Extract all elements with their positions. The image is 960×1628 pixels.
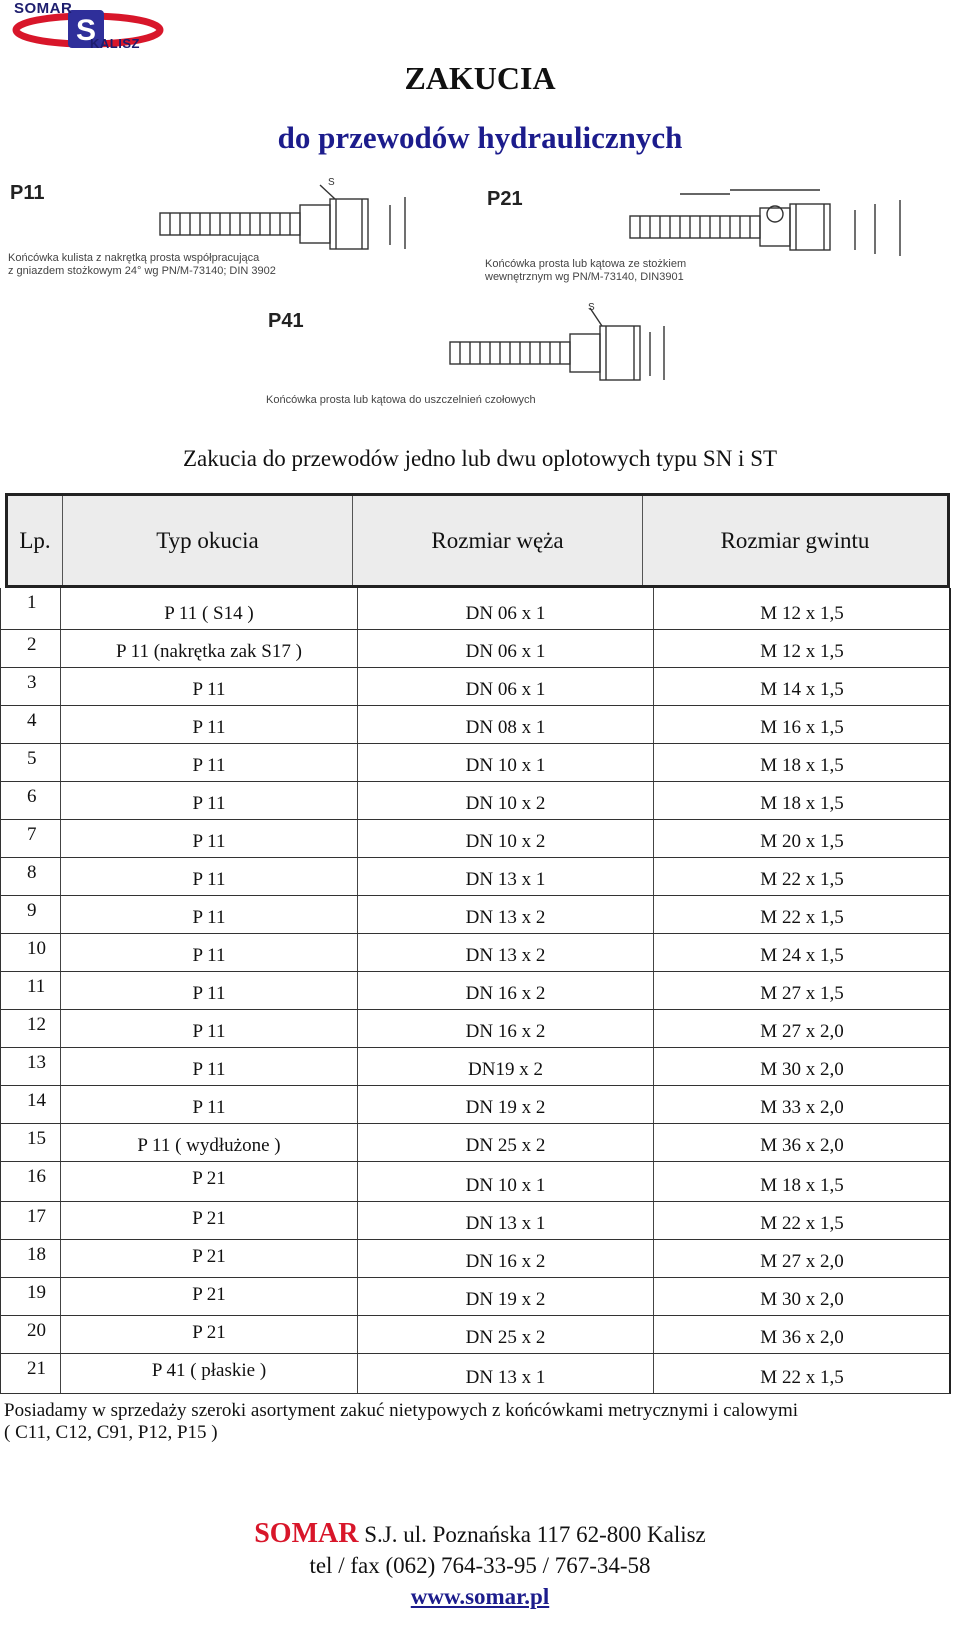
thread-size-cell (654, 1316, 950, 1353)
fitting-type-cell (61, 744, 358, 781)
drawing-p41-caption: Końcówka prosta lub kątowa do uszczelnień czołowych (266, 394, 536, 406)
drawing-p11-code: P11 (10, 182, 45, 204)
hose-size-cell (358, 1202, 654, 1239)
hose-size: DN 06 x 1 (465, 603, 546, 624)
table-row (0, 630, 951, 668)
fitting-type-cell (61, 1048, 358, 1085)
thread-size: M 22 x 1,5 (760, 1213, 844, 1234)
thread-size-cell (654, 1202, 950, 1239)
thread-size-cell (654, 1010, 950, 1047)
fitting-type: P 21 (192, 1322, 226, 1343)
hose-size: DN 16 x 2 (465, 983, 546, 1004)
thread-size-cell (654, 972, 950, 1009)
thread-size: M 22 x 1,5 (760, 907, 844, 928)
fitting-type: P 41 ( płaskie ) (151, 1360, 267, 1381)
hose-size: DN 10 x 1 (465, 1175, 546, 1196)
fitting-type: P 11 (nakrętka zak S17 ) (116, 641, 302, 662)
table-row (0, 1278, 951, 1316)
fitting-type: P 21 (192, 1284, 226, 1305)
fitting-type-cell (61, 588, 358, 629)
fitting-type-cell (61, 1086, 358, 1123)
hose-size-cell (358, 1048, 654, 1085)
table-row (0, 896, 951, 934)
hose-size: DN 13 x 2 (465, 945, 546, 966)
hose-size: DN 13 x 1 (465, 1213, 546, 1234)
hose-size-cell (358, 1240, 654, 1277)
fitting-type: P 11 (192, 755, 226, 776)
header-rozmiar-weza: Rozmiar węża (353, 496, 643, 585)
drawing-p41-code: P41 (268, 310, 304, 332)
row-number: 8 (27, 862, 37, 883)
hose-size: DN 10 x 2 (465, 831, 546, 852)
row-number: 12 (27, 1014, 46, 1035)
fitting-type-cell (61, 1010, 358, 1047)
hose-size-cell (358, 972, 654, 1009)
fitting-type-cell (61, 896, 358, 933)
logo-bottom-text: KALISZ (90, 36, 140, 51)
thread-size: M 30 x 2,0 (760, 1059, 844, 1080)
table-row (0, 1202, 951, 1240)
row-number-cell (1, 706, 61, 743)
hose-size: DN 06 x 1 (465, 641, 546, 662)
fitting-type-cell (61, 1354, 358, 1393)
thread-size: M 24 x 1,5 (760, 945, 844, 966)
fitting-type: P 11 (192, 1097, 226, 1118)
hose-size-cell (358, 1086, 654, 1123)
row-number: 4 (27, 710, 37, 731)
row-number: 20 (27, 1320, 46, 1341)
fitting-type-cell (61, 1316, 358, 1353)
svg-text:S: S (588, 302, 595, 313)
row-number-cell (1, 744, 61, 781)
row-number-cell (1, 668, 61, 705)
thread-size: M 27 x 2,0 (760, 1021, 844, 1042)
thread-size-cell (654, 588, 950, 629)
thread-size-cell (654, 782, 950, 819)
thread-size-cell (654, 668, 950, 705)
row-number: 6 (27, 786, 37, 807)
table-row (0, 588, 951, 630)
thread-size-cell (654, 630, 950, 667)
thread-size: M 12 x 1,5 (760, 603, 844, 624)
thread-size: M 20 x 1,5 (760, 831, 844, 852)
row-number: 1 (27, 592, 37, 613)
row-number: 14 (27, 1090, 46, 1111)
thread-size: M 36 x 2,0 (760, 1135, 844, 1156)
hose-size: DN 10 x 1 (465, 755, 546, 776)
table-row (0, 934, 951, 972)
row-number: 11 (27, 976, 46, 997)
hose-size: DN 25 x 2 (465, 1327, 546, 1348)
row-number-cell (1, 972, 61, 1009)
thread-size: M 18 x 1,5 (760, 1175, 844, 1196)
hose-size-cell (358, 706, 654, 743)
logo-top-text: SOMAR (14, 0, 73, 17)
svg-text:S: S (328, 177, 335, 188)
hose-size-cell (358, 1278, 654, 1315)
thread-size: M 30 x 2,0 (760, 1289, 844, 1310)
row-number: 21 (27, 1358, 46, 1379)
table-caption: Zakucia do przewodów jedno lub dwu oplotowych typu SN i ST (182, 446, 778, 471)
thread-size: M 33 x 2,0 (760, 1097, 844, 1118)
fitting-type-cell (61, 706, 358, 743)
hose-size: DN 13 x 2 (465, 907, 546, 928)
row-number: 3 (27, 672, 37, 693)
thread-size-cell (654, 1240, 950, 1277)
row-number-cell (1, 630, 61, 667)
table-row (0, 1048, 951, 1086)
fitting-p41-drawing (440, 302, 680, 392)
thread-size-cell (654, 1048, 950, 1085)
row-number-cell (1, 1048, 61, 1085)
table-row (0, 1354, 951, 1394)
footer-address: SOMAR S.J. ul. Poznańska 117 62-800 Kalisz (254, 1518, 706, 1549)
fitting-type: P 11 (192, 1059, 226, 1080)
header-rozmiar-gwintu: Rozmiar gwintu (643, 496, 947, 585)
row-number-cell (1, 858, 61, 895)
thread-size-cell (654, 1354, 950, 1393)
header-typ-okucia: Typ okucia (63, 496, 353, 585)
fitting-type-cell (61, 1202, 358, 1239)
thread-size: M 12 x 1,5 (760, 641, 844, 662)
fitting-type: P 11 (192, 717, 226, 738)
thread-size-cell (654, 896, 950, 933)
hose-size-cell (358, 1010, 654, 1047)
table-row (0, 706, 951, 744)
hose-size: DN 08 x 1 (465, 717, 546, 738)
table-row (0, 1240, 951, 1278)
hose-size: DN 13 x 1 (465, 869, 546, 890)
fitting-p21-drawing (620, 180, 930, 270)
page-subtitle: do przewodów hydraulicznych (277, 120, 683, 155)
hose-size: DN 06 x 1 (465, 679, 546, 700)
fitting-type-cell (61, 934, 358, 971)
thread-size-cell (654, 1278, 950, 1315)
thread-size-cell (654, 934, 950, 971)
row-number-cell (1, 1240, 61, 1277)
hose-size-cell (358, 1354, 654, 1393)
thread-size-cell (654, 1162, 950, 1201)
thread-size-cell (654, 1124, 950, 1161)
fitting-type-cell (61, 1278, 358, 1315)
fitting-type: P 21 (192, 1208, 226, 1229)
thread-size: M 16 x 1,5 (760, 717, 844, 738)
svg-text:S: S (75, 14, 97, 47)
hose-size-cell (358, 668, 654, 705)
thread-size-cell (654, 858, 950, 895)
row-number: 18 (27, 1244, 46, 1265)
fitting-type: P 11 ( wydłużone ) (137, 1135, 281, 1156)
thread-size-cell (654, 744, 950, 781)
fitting-type-cell (61, 1240, 358, 1277)
thread-size: M 27 x 2,0 (760, 1251, 844, 1272)
fitting-type-cell (61, 630, 358, 667)
hose-size: DN19 x 2 (468, 1059, 543, 1080)
table-row (0, 1162, 951, 1202)
table-row (0, 1010, 951, 1048)
table-row (0, 668, 951, 706)
fitting-type: P 11 ( S14 ) (164, 603, 254, 624)
hose-size-cell (358, 782, 654, 819)
hose-size: DN 13 x 1 (465, 1367, 546, 1388)
table-row (0, 858, 951, 896)
thread-size: M 18 x 1,5 (760, 755, 844, 776)
table-body (0, 588, 951, 1410)
row-number-cell (1, 1010, 61, 1047)
row-number-cell (1, 782, 61, 819)
row-number-cell (1, 820, 61, 857)
website-link[interactable]: www.somar.pl (410, 1584, 550, 1609)
hose-size: DN 16 x 2 (465, 1251, 546, 1272)
hose-size-cell (358, 588, 654, 629)
fitting-type: P 11 (192, 983, 226, 1004)
row-number-cell (1, 896, 61, 933)
hose-size-cell (358, 1162, 654, 1201)
row-number: 16 (27, 1166, 46, 1187)
hose-size-cell (358, 630, 654, 667)
page-title: ZAKUCIA (404, 60, 556, 96)
table-row (0, 820, 951, 858)
table-header (5, 493, 950, 588)
row-number: 15 (27, 1128, 46, 1149)
hose-size-cell (358, 934, 654, 971)
row-number: 19 (27, 1282, 46, 1303)
drawing-p21-code: P21 (487, 188, 523, 210)
fitting-type: P 11 (192, 907, 226, 928)
row-number: 9 (27, 900, 37, 921)
fitting-type-cell (61, 858, 358, 895)
thread-size-cell (654, 820, 950, 857)
row-number-cell (1, 934, 61, 971)
fitting-type: P 11 (192, 869, 226, 890)
thread-size: M 14 x 1,5 (760, 679, 844, 700)
fitting-type: P 21 (192, 1168, 226, 1189)
row-number: 17 (27, 1206, 46, 1227)
hose-size: DN 19 x 2 (465, 1097, 546, 1118)
row-number-cell (1, 1354, 61, 1393)
hose-size-cell (358, 896, 654, 933)
hose-size-cell (358, 820, 654, 857)
hose-size-cell (358, 1316, 654, 1353)
hose-size: DN 10 x 2 (465, 793, 546, 814)
row-number: 2 (27, 634, 37, 655)
fitting-type: P 21 (192, 1246, 226, 1267)
thread-size: M 27 x 1,5 (760, 983, 844, 1004)
row-number: 5 (27, 748, 37, 769)
row-number-cell (1, 1124, 61, 1161)
drawing-p11-caption: Końcówka kulista z nakrętką prosta współpracująca z gniazdem stożkowym 24° wg PN/M-73140; DIN 3902 (8, 252, 276, 277)
table-row (0, 782, 951, 820)
row-number-cell (1, 1162, 61, 1201)
fitting-type: P 11 (192, 679, 226, 700)
thread-size: M 22 x 1,5 (760, 869, 844, 890)
row-number: 13 (27, 1052, 46, 1073)
footer-brand: SOMAR (254, 1518, 359, 1549)
fitting-type-cell (61, 972, 358, 1009)
row-number-cell (1, 1316, 61, 1353)
fitting-type: P 11 (192, 1021, 226, 1042)
hose-size-cell (358, 858, 654, 895)
thread-size: M 36 x 2,0 (760, 1327, 844, 1348)
hose-size-cell (358, 744, 654, 781)
table-row (0, 744, 951, 782)
fitting-type-cell (61, 820, 358, 857)
thread-size-cell (654, 706, 950, 743)
table-row (0, 1124, 951, 1162)
header-lp: Lp. (8, 496, 63, 585)
thread-size-cell (654, 1086, 950, 1123)
fitting-type-cell (61, 1124, 358, 1161)
hose-size: DN 16 x 2 (465, 1021, 546, 1042)
hose-size: DN 25 x 2 (465, 1135, 546, 1156)
hose-size: DN 19 x 2 (465, 1289, 546, 1310)
row-number-cell (1, 588, 61, 629)
row-number: 7 (27, 824, 37, 845)
fitting-type-cell (61, 668, 358, 705)
fitting-type: P 11 (192, 945, 226, 966)
drawing-p21-caption: Końcówka prosta lub kątowa ze stożkiem wewnętrznym wg PN/M-73140, DIN3901 (485, 258, 687, 283)
row-number: 10 (27, 938, 46, 959)
thread-size: M 22 x 1,5 (760, 1367, 844, 1388)
hose-size-cell (358, 1124, 654, 1161)
footer-phone: tel / fax (062) 764-33-95 / 767-34-58 (309, 1553, 651, 1578)
thread-size: M 18 x 1,5 (760, 793, 844, 814)
table-row (0, 972, 951, 1010)
fitting-type-cell (61, 782, 358, 819)
table-row (0, 1316, 951, 1354)
fitting-type-cell (61, 1162, 358, 1201)
assortment-note: Posiadamy w sprzedaży szeroki asortyment zakuć nietypowych z końcówkami metrycznymi i calowymi ( C11, C12, C91, P12, P15 ) (4, 1400, 799, 1443)
fitting-type: P 11 (192, 793, 226, 814)
table-row (0, 1086, 951, 1124)
row-number-cell (1, 1086, 61, 1123)
row-number-cell (1, 1278, 61, 1315)
row-number-cell (1, 1202, 61, 1239)
fitting-type: P 11 (192, 831, 226, 852)
